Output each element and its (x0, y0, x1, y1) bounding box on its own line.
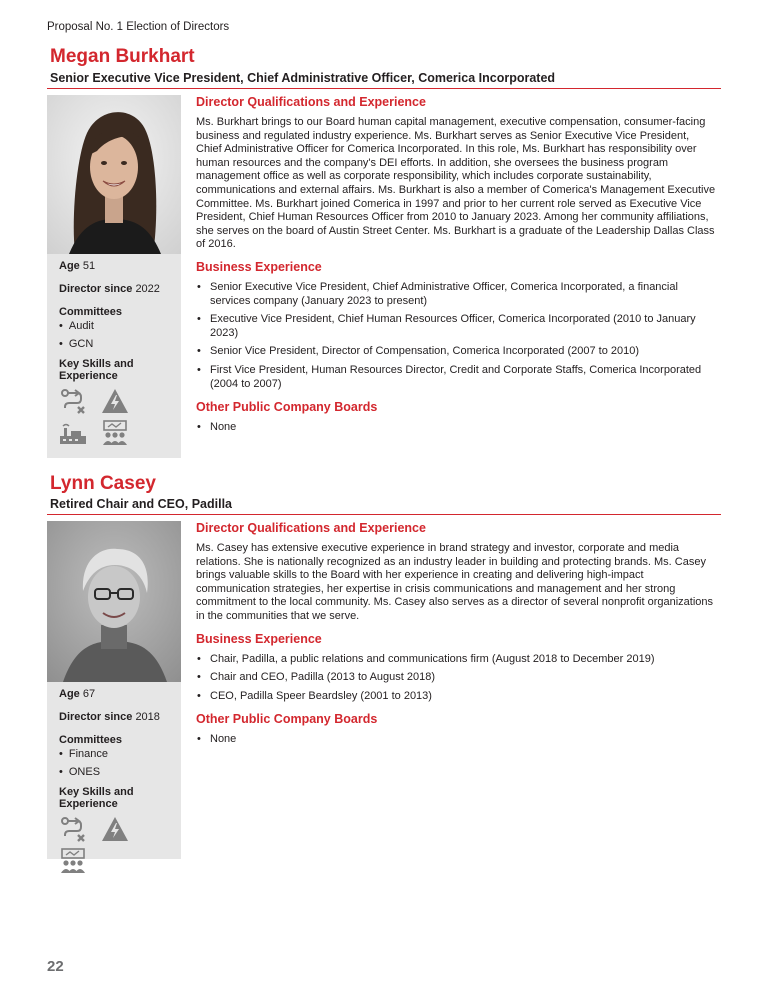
experience-item: • Chair and CEO, Padilla (2013 to August 2018) (196, 671, 716, 685)
other-board-item: • None (196, 421, 716, 435)
director-since-row (59, 283, 169, 295)
other-boards-list (196, 421, 716, 435)
committee-list (59, 320, 169, 350)
age-value: 67 (82, 688, 96, 700)
human-capital-icon (101, 420, 129, 446)
experience-item: • CEO, Padilla Speer Beardsley (2001 to 2013) (196, 690, 716, 704)
business-experience-heading: Business Experience (196, 631, 322, 646)
experience-item: • First Vice President, Human Resources Director, Credit and Corporate Staffs, Comerica Incorporated (2004 to 2007) (196, 364, 716, 391)
director-since-value: 2022 (135, 283, 160, 295)
strategy-icon (59, 388, 87, 414)
page-number: 22 (47, 958, 64, 975)
qualifications-heading: Director Qualifications and Experience (196, 95, 426, 109)
experience-item: • Senior Executive Vice President, Chief Administrative Officer, Comerica Incorporated, a financial services company (January 2023 to present) (196, 281, 716, 308)
qualifications-heading: Director Qualifications and Experience (196, 521, 426, 535)
key-skills-label: Key Skills and Experience (59, 358, 134, 382)
director-since-row (59, 711, 169, 723)
director-since-label: Director since (59, 711, 133, 723)
committees-label: Committees (59, 734, 122, 746)
age-row (59, 688, 169, 700)
committee-list (59, 748, 169, 778)
other-board-item: • None (196, 733, 716, 747)
experience-item: • Chair, Padilla, a public relations and communications firm (August 2018 to December 2019) (196, 653, 716, 667)
strategy-icon (59, 816, 87, 842)
experience-item: • Senior Vice President, Director of Compensation, Comerica Incorporated (2007 to 2010) (196, 345, 716, 359)
committee-item: • ONES (59, 766, 169, 778)
other-boards-heading: Other Public Company Boards (196, 712, 378, 727)
director-since-label: Director since (59, 283, 133, 295)
director-title: Senior Executive Vice President, Chief Administrative Officer, Comerica Incorporated (50, 71, 556, 85)
business-experience-heading: Business Experience (196, 259, 322, 274)
director-since-value: 2018 (135, 711, 160, 723)
director-name: Lynn Casey (50, 473, 156, 494)
divider-rule (47, 514, 721, 515)
age-label: Age (59, 688, 80, 700)
experience-item: • Executive Vice President, Chief Human Resources Officer, Comerica Incorporated (2010 to January 2023) (196, 313, 716, 340)
committee-item: • Audit (59, 320, 169, 332)
running-head: Proposal No. 1 Election of Directors (47, 21, 230, 33)
committee-item: • Finance (59, 748, 169, 760)
age-row (59, 260, 169, 272)
qualifications-text: Ms. Casey has extensive executive experience in brand strategy and investor, corporate and media relations. She is nationally recognized as an industry leader in building and protecting brands. Ms. Casey brings valuable skills to the Board with her experience in creating and delivering high-impact communication strategies, her expertise in crisis communications and management and her strong commitment to the local community. Ms. Casey also serves as a director of several nonprofit organizations in the communities that we serve. (196, 542, 714, 622)
risk-management-icon (101, 816, 129, 842)
committees-label: Committees (59, 306, 122, 318)
skills-icons (59, 816, 169, 874)
divider-rule (47, 88, 721, 89)
qualifications-text: Ms. Burkhart brings to our Board human capital management, executive compensation, consumer-facing business and regulated industry experience. Ms. Burkhart serves as Senior Executive Vice President, Chief Administrative Officer for Comerica Incorporated. In this role, Ms. Burkhart has responsibility over human resources and the company's DEI efforts. In addition, she oversees the business program management office as well as corporate responsibility, which includes corporate sustainability, communications and external affairs. Ms. Burkhart is also a member of Comerica's Management Executive Committee. Ms. Burkhart joined Comerica in 1997 and prior to her current role served as Executive Vice President, Chief Human Resources Officer from 2010 to January 2023. Among her community affiliations, she serves on the board of Austin Street Center. Ms. Burkhart is a graduate of the Leadership Dallas Class of 2016. (196, 116, 716, 251)
human-capital-icon (59, 848, 87, 874)
director-sidebar (47, 682, 181, 859)
director-sidebar (47, 254, 181, 458)
director-detail-column (196, 521, 716, 756)
committee-item: • GCN (59, 338, 169, 350)
key-skills-label: Key Skills and Experience (59, 786, 134, 810)
risk-management-icon (101, 388, 129, 414)
business-experience-list (196, 281, 716, 391)
age-value: 51 (82, 260, 96, 272)
skills-icons (59, 388, 169, 446)
director-title: Retired Chair and CEO, Padilla (50, 497, 232, 511)
director-photo (47, 95, 181, 254)
director-name: Megan Burkhart (50, 46, 195, 67)
director-photo (47, 521, 181, 682)
other-boards-list (196, 733, 716, 747)
industry-icon (59, 420, 87, 446)
business-experience-list (196, 653, 716, 704)
age-label: Age (59, 260, 80, 272)
director-detail-column (196, 95, 716, 444)
other-boards-heading: Other Public Company Boards (196, 400, 378, 415)
